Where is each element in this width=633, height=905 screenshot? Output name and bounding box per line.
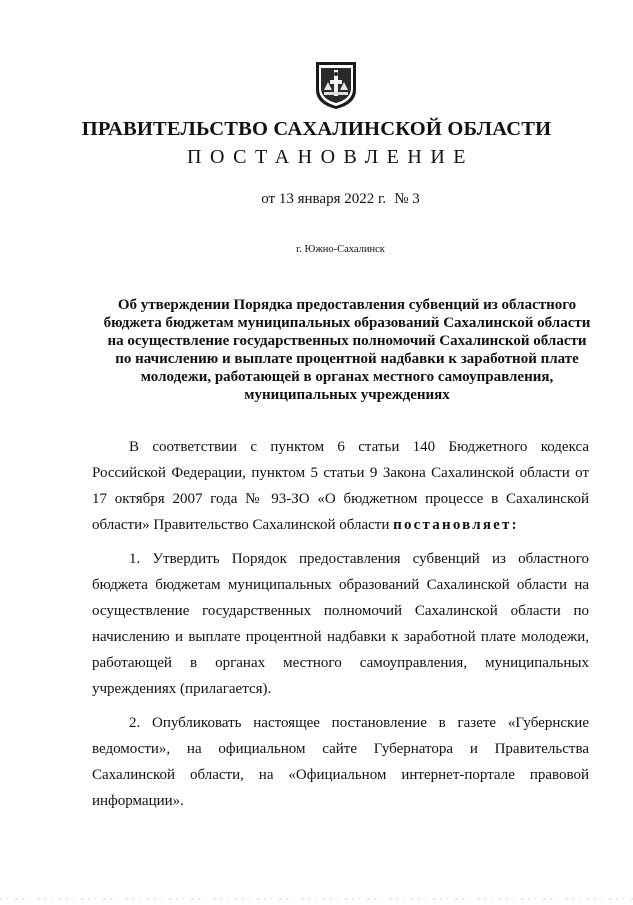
subject-line: на осуществление государственных полномочий Сахалинской области — [107, 333, 587, 349]
body-line: начислению и выплате процентной надбавки к заработной плате молодежи, — [92, 629, 589, 645]
body-line: 1. Утвердить Порядок предоставления субвенций из областного — [129, 551, 589, 567]
body-line — [92, 512, 589, 538]
sakhalin-coat-of-arms-icon — [312, 60, 360, 110]
body-line: осуществление государственных полномочий Сахалинской области по — [92, 603, 589, 619]
body-line: работающей в органах местного самоуправления, муниципальных — [92, 655, 589, 671]
document-city: г. Южно-Сахалинск — [296, 244, 385, 255]
organization-title: ПРАВИТЕЛЬСТВО САХАЛИНСКОЙ ОБЛАСТИ — [81, 118, 552, 140]
body-line: ведомости», на официальном сайте Губернатора и Правительства — [92, 741, 589, 757]
body-line: В соответствии с пунктом 6 статьи 140 Бюджетного кодекса — [129, 439, 589, 455]
subject-line: Об утверждении Порядка предоставления субвенций из областного — [117, 297, 577, 313]
preamble-text: области» Правительство Сахалинской области — [92, 517, 394, 533]
item-2-paragraph — [92, 710, 589, 814]
document-date: от 13 января 2022 г. — [261, 191, 387, 207]
document-number: № 3 — [394, 191, 420, 207]
scan-edge-artifact — [0, 893, 633, 905]
body-line: 2. Опубликовать настоящее постановление в газете «Губернские — [129, 715, 589, 731]
subject-line: муниципальных учреждениях — [244, 387, 450, 403]
body-line: 17 октября 2007 года № 93-ЗО «О бюджетном процессе в Сахалинской — [92, 491, 589, 507]
subject-line: по начислению и выплате процентной надбавки к заработной плате — [115, 351, 579, 367]
body-line: бюджета бюджетам муниципальных образований Сахалинской области на — [92, 577, 589, 593]
document-body — [92, 434, 589, 822]
date-number-line — [0, 191, 633, 208]
body-line: информации». — [92, 793, 184, 809]
document-type: ПОСТАНОВЛЕНИЕ — [187, 146, 474, 168]
resolves-keyword: постановляет: — [393, 517, 519, 533]
item-1-paragraph — [92, 546, 589, 702]
document-subject — [92, 296, 602, 404]
subject-line: молодежи, работающей в органах местного самоуправления, — [140, 369, 554, 385]
body-line: Сахалинской области, на «Официальном интернет-портале правовой — [92, 767, 589, 783]
body-line: Российской Федерации, пунктом 5 статьи 9 Закона Сахалинской области от — [92, 465, 589, 481]
subject-line: бюджета бюджетам муниципальных образований Сахалинской области — [103, 315, 591, 331]
body-line: учреждениях (прилагается). — [92, 681, 272, 697]
preamble-paragraph — [92, 434, 589, 538]
